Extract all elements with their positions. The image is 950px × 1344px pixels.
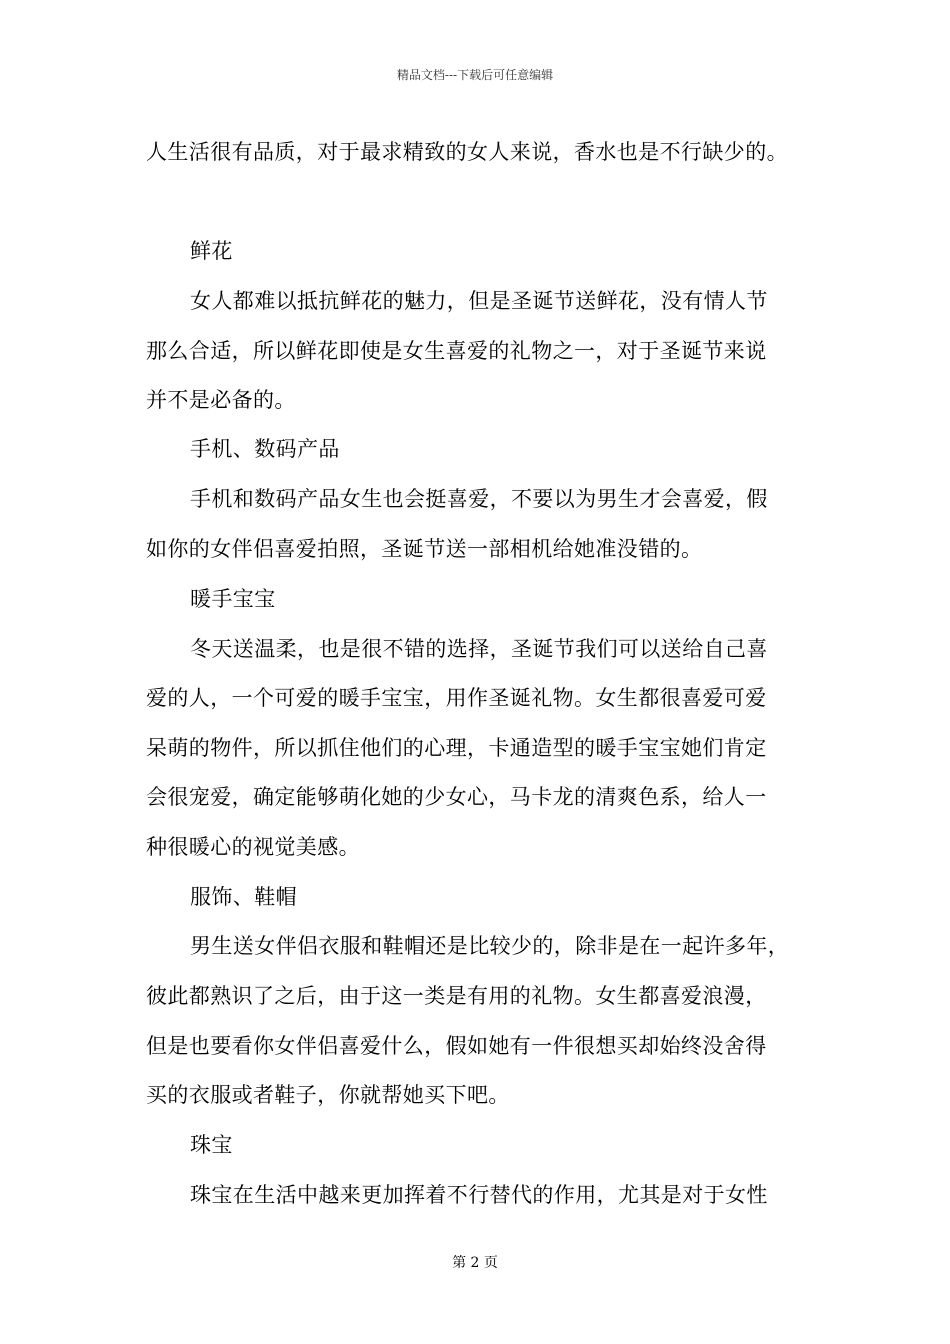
- paragraph-line: 并不是必备的。: [146, 388, 296, 412]
- section-heading-flowers: 鲜花: [190, 239, 233, 263]
- paragraph-line: 买的衣服或者鞋子，你就帮她买下吧。: [146, 1083, 510, 1107]
- paragraph-line: 女人都难以抵抗鲜花的魅力，但是圣诞节送鲜花，没有情人节: [190, 289, 768, 313]
- paragraph-line: 如你的女伴侣喜爱拍照，圣诞节送一部相机给她准没错的。: [146, 537, 703, 561]
- paragraph-line: 那么合适，所以鲜花即使是女生喜爱的礼物之一，对于圣诞节来说: [146, 339, 767, 363]
- paragraph-line: 彼此都熟识了之后，由于这一类是有用的礼物。女生都喜爱浪漫，: [146, 984, 767, 1008]
- section-heading-hand-warmer: 暖手宝宝: [190, 587, 276, 611]
- paragraph-line: 男生送女伴侣衣服和鞋帽还是比较少的，除非是在一起许多年，: [190, 934, 790, 958]
- page-header: 精品文档---下载后可任意编辑: [396, 68, 554, 82]
- paragraph-line: 冬天送温柔，也是很不错的选择，圣诞节我们可以送给自己喜: [190, 637, 768, 661]
- paragraph-line: 人生活很有品质，对于最求精致的女人来说，香水也是不行缺少的。: [146, 140, 788, 164]
- paragraph-line: 珠宝在生活中越来更加挥着不行替代的作用，尤其是对于女性: [190, 1183, 768, 1207]
- paragraph-line: 但是也要看你女伴侣喜爱什么，假如她有一件很想买却始终没舍得: [146, 1034, 767, 1058]
- paragraph-line: 呆萌的物件，所以抓住他们的心理，卡通造型的暖手宝宝她们肯定: [146, 736, 767, 760]
- section-heading-clothing-shoes: 服饰、鞋帽: [190, 885, 297, 909]
- section-heading-phones-digital: 手机、数码产品: [190, 437, 340, 461]
- paragraph-line: 手机和数码产品女生也会挺喜爱，不要以为男生才会喜爱，假: [190, 487, 768, 511]
- page-number: 第 2 页: [452, 1255, 498, 1271]
- paragraph-line: 种很暖心的视觉美感。: [146, 835, 360, 859]
- section-heading-jewelry: 珠宝: [190, 1133, 233, 1157]
- paragraph-line: 会很宠爱，确定能够萌化她的少女心，马卡龙的清爽色系，给人一: [146, 785, 767, 809]
- paragraph-line: 爱的人，一个可爱的暖手宝宝，用作圣诞礼物。女生都很喜爱可爱: [146, 686, 767, 710]
